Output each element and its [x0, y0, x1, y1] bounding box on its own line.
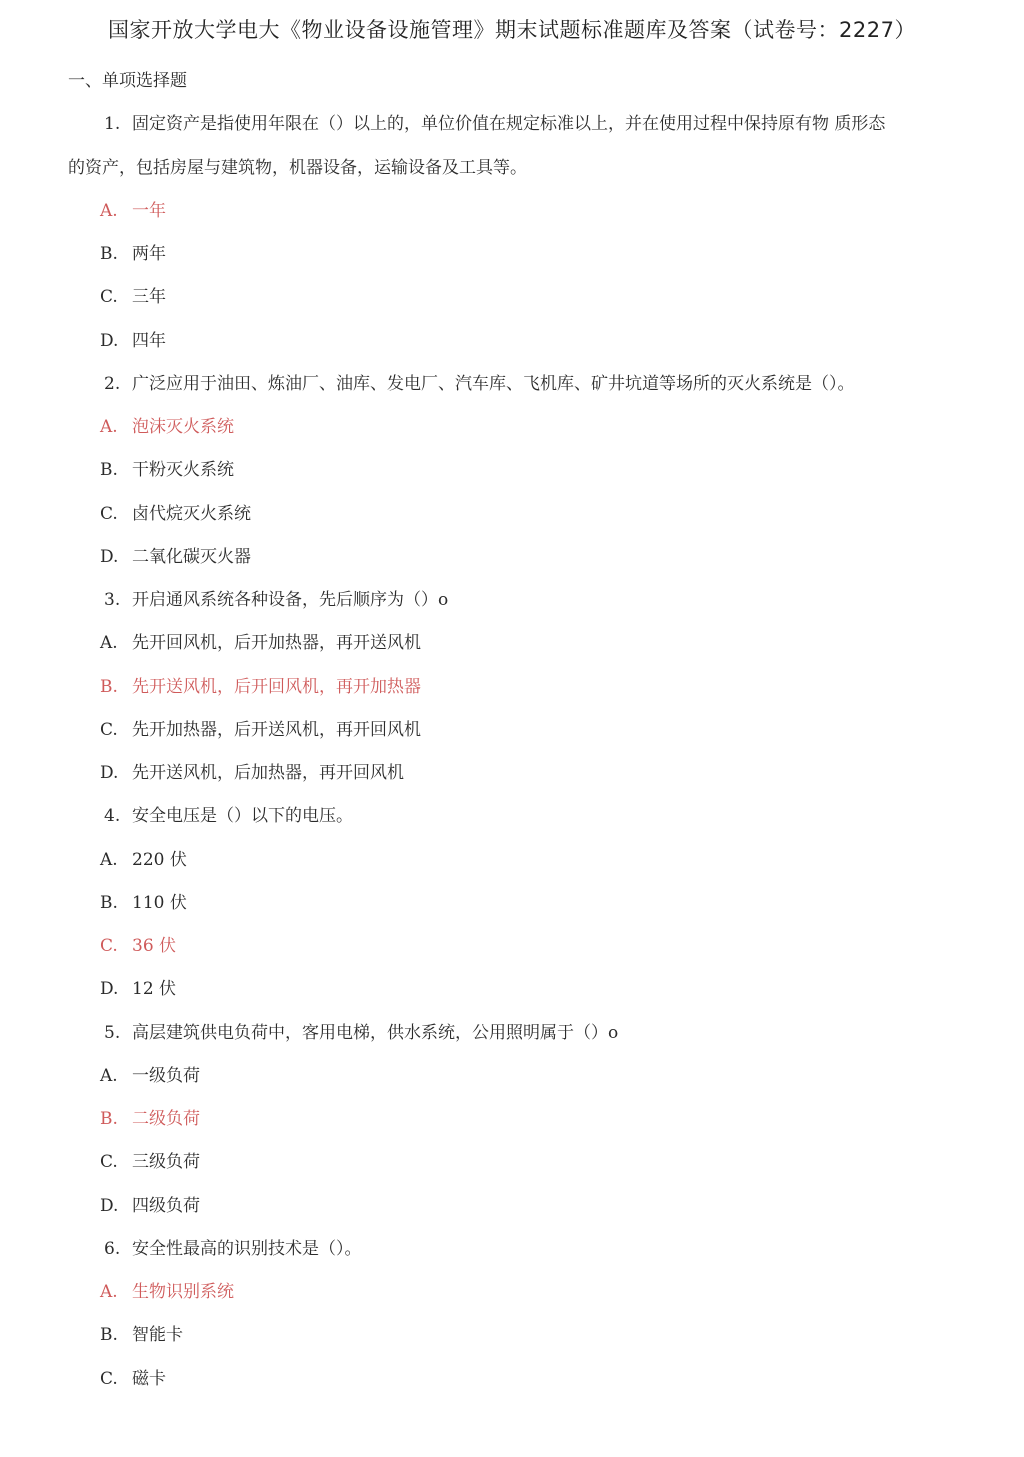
option-6-c [100, 1367, 166, 1391]
document-title: 国家开放大学电大《物业设备设施管理》期末试题标准题库及答案（试卷号：2227） [108, 18, 916, 42]
option-letter: B. [100, 460, 118, 480]
question-number: 2. [104, 374, 121, 394]
option-5-c [100, 1150, 200, 1174]
option-letter: A. [100, 417, 118, 437]
option-5-b [100, 1107, 200, 1131]
option-letter: C. [100, 720, 118, 740]
option-letter: D. [100, 547, 119, 567]
option-2-b [100, 458, 234, 482]
option-1-c [100, 285, 166, 309]
question-3 [104, 588, 448, 612]
option-text: 36 伏 [132, 936, 177, 956]
option-letter: C. [100, 936, 118, 956]
section-heading: 一、单项选择题 [68, 71, 187, 91]
question-text: 开启通风系统各种设备，先后顺序为（）o [132, 590, 449, 610]
option-text: 一级负荷 [132, 1066, 200, 1086]
option-letter: C. [100, 1369, 118, 1389]
option-letter: A. [100, 850, 118, 870]
option-letter: A. [100, 201, 118, 221]
question-number: 4. [104, 806, 121, 826]
option-text: 干粉灭火系统 [132, 460, 234, 480]
option-6-a [100, 1280, 234, 1304]
option-3-b [100, 675, 421, 699]
option-1-a [100, 199, 166, 223]
option-text: 三级负荷 [132, 1152, 200, 1172]
question-2 [104, 372, 855, 396]
option-letter: C. [100, 287, 118, 307]
option-text: 四级负荷 [132, 1196, 200, 1216]
option-letter: B. [100, 1109, 118, 1129]
question-text: 安全性最高的识别技术是（）。 [132, 1239, 362, 1259]
option-letter: B. [100, 244, 118, 264]
question-text: 高层建筑供电负荷中，客用电梯，供水系统，公用照明属于（）o [132, 1023, 619, 1043]
option-text: 二氧化碳灭火器 [132, 547, 251, 567]
question-text: 广泛应用于油田、炼油厂、油库、发电厂、汽车库、飞机库、矿井坑道等场所的灭火系统是（）。 [132, 374, 855, 394]
option-1-d [100, 329, 166, 353]
option-2-d [100, 545, 251, 569]
option-letter: C. [100, 504, 118, 524]
option-text: 磁卡 [132, 1369, 166, 1389]
option-text: 先开送风机，后加热器，再开回风机 [132, 763, 404, 783]
option-letter: B. [100, 893, 118, 913]
option-text: 一年 [132, 201, 166, 221]
option-4-c [100, 934, 176, 958]
option-text: 110 伏 [132, 893, 187, 913]
question-1-continued: 的资产，包括房屋与建筑物，机器设备，运输设备及工具等。 [68, 158, 527, 178]
option-letter: A. [100, 1282, 118, 1302]
option-letter: D. [100, 763, 119, 783]
option-letter: A. [100, 1066, 118, 1086]
option-text: 智能卡 [132, 1325, 183, 1345]
question-4 [104, 804, 353, 828]
question-text: 固定资产是指使用年限在（）以上的，单位价值在规定标准以上，并在使用过程中保持原有物 质形态 [132, 114, 886, 134]
question-1 [104, 112, 885, 136]
option-1-b [100, 242, 166, 266]
question-5 [104, 1021, 618, 1045]
option-letter: A. [100, 633, 118, 653]
option-text: 先开加热器，后开送风机，再开回风机 [132, 720, 421, 740]
option-6-b [100, 1323, 183, 1347]
option-text: 两年 [132, 244, 166, 264]
question-number: 1. [104, 114, 121, 134]
option-3-d [100, 761, 404, 785]
question-number: 5. [104, 1023, 121, 1043]
question-number: 3. [104, 590, 121, 610]
option-letter: B. [100, 1325, 118, 1345]
option-text: 先开回风机，后开加热器，再开送风机 [132, 633, 421, 653]
option-letter: B. [100, 677, 118, 697]
option-4-a [100, 848, 187, 872]
option-2-a [100, 415, 234, 439]
option-text: 生物识别系统 [132, 1282, 234, 1302]
option-4-b [100, 891, 187, 915]
option-text: 卤代烷灭火系统 [132, 504, 251, 524]
question-number: 6. [104, 1239, 121, 1259]
option-text: 先开送风机，后开回风机，再开加热器 [132, 677, 421, 697]
option-5-a [100, 1064, 200, 1088]
option-text: 四年 [132, 331, 166, 351]
option-text: 220 伏 [132, 850, 187, 870]
option-text: 三年 [132, 287, 166, 307]
question-text: 安全电压是（）以下的电压。 [132, 806, 353, 826]
option-text: 泡沫灭火系统 [132, 417, 234, 437]
option-letter: D. [100, 979, 119, 999]
option-text: 12 伏 [132, 979, 177, 999]
option-text: 二级负荷 [132, 1109, 200, 1129]
option-3-a [100, 631, 421, 655]
option-2-c [100, 502, 251, 526]
option-4-d [100, 977, 176, 1001]
question-6 [104, 1237, 362, 1261]
option-5-d [100, 1194, 200, 1218]
option-letter: D. [100, 1196, 119, 1216]
option-letter: D. [100, 331, 119, 351]
option-3-c [100, 718, 421, 742]
option-letter: C. [100, 1152, 118, 1172]
